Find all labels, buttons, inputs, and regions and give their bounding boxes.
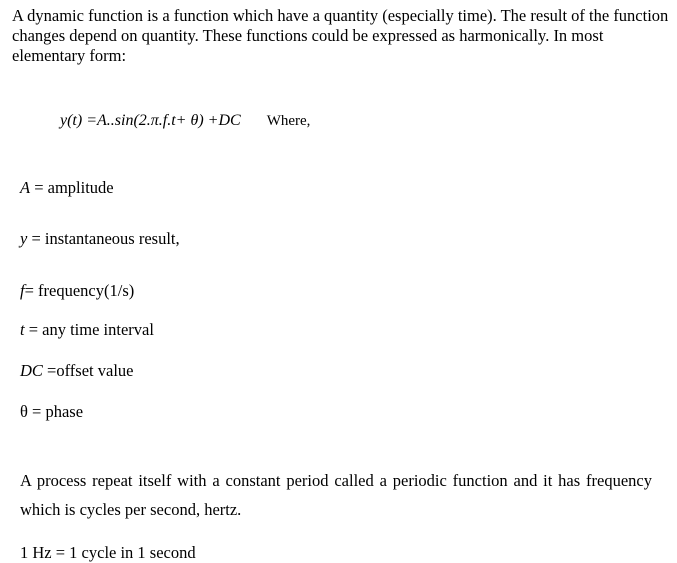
definition-text: = phase xyxy=(27,402,84,421)
definition-text: = frequency(1/s) xyxy=(24,281,135,300)
definition-frequency xyxy=(20,281,134,301)
definition-offset-value xyxy=(20,361,133,381)
definition-symbol: y xyxy=(20,229,28,248)
definition-symbol: A xyxy=(20,178,31,197)
definition-symbol: θ xyxy=(20,402,28,421)
formula-line xyxy=(60,112,310,130)
definition-symbol: DC xyxy=(20,361,43,380)
definition-instantaneous-result xyxy=(20,229,180,249)
definition-text: = instantaneous result, xyxy=(27,229,180,248)
periodic-paragraph: A process repeat itself with a constant period called a periodic function and it has frequency which is cycles per second, hertz. xyxy=(20,471,652,519)
definition-phase xyxy=(20,402,83,422)
where-label: Where, xyxy=(266,113,311,129)
intro-paragraph: A dynamic function is a function which have a quantity (especially time). The result of the function changes depend on quantity. These functions could be expressed as harmonically. In most elementary form: xyxy=(12,6,669,65)
definition-amplitude xyxy=(20,178,114,198)
definition-text: = amplitude xyxy=(30,178,114,197)
hertz-definition: 1 Hz = 1 cycle in 1 second xyxy=(20,543,196,562)
definition-symbol: f xyxy=(20,281,25,300)
formula-expression: y(t) =A..sin(2.π.f.t+ θ) +DC xyxy=(60,112,241,129)
definition-symbol: t xyxy=(20,320,25,339)
definition-text: = any time interval xyxy=(24,320,154,339)
definition-text: =offset value xyxy=(42,361,134,380)
definition-time-interval xyxy=(20,320,154,340)
